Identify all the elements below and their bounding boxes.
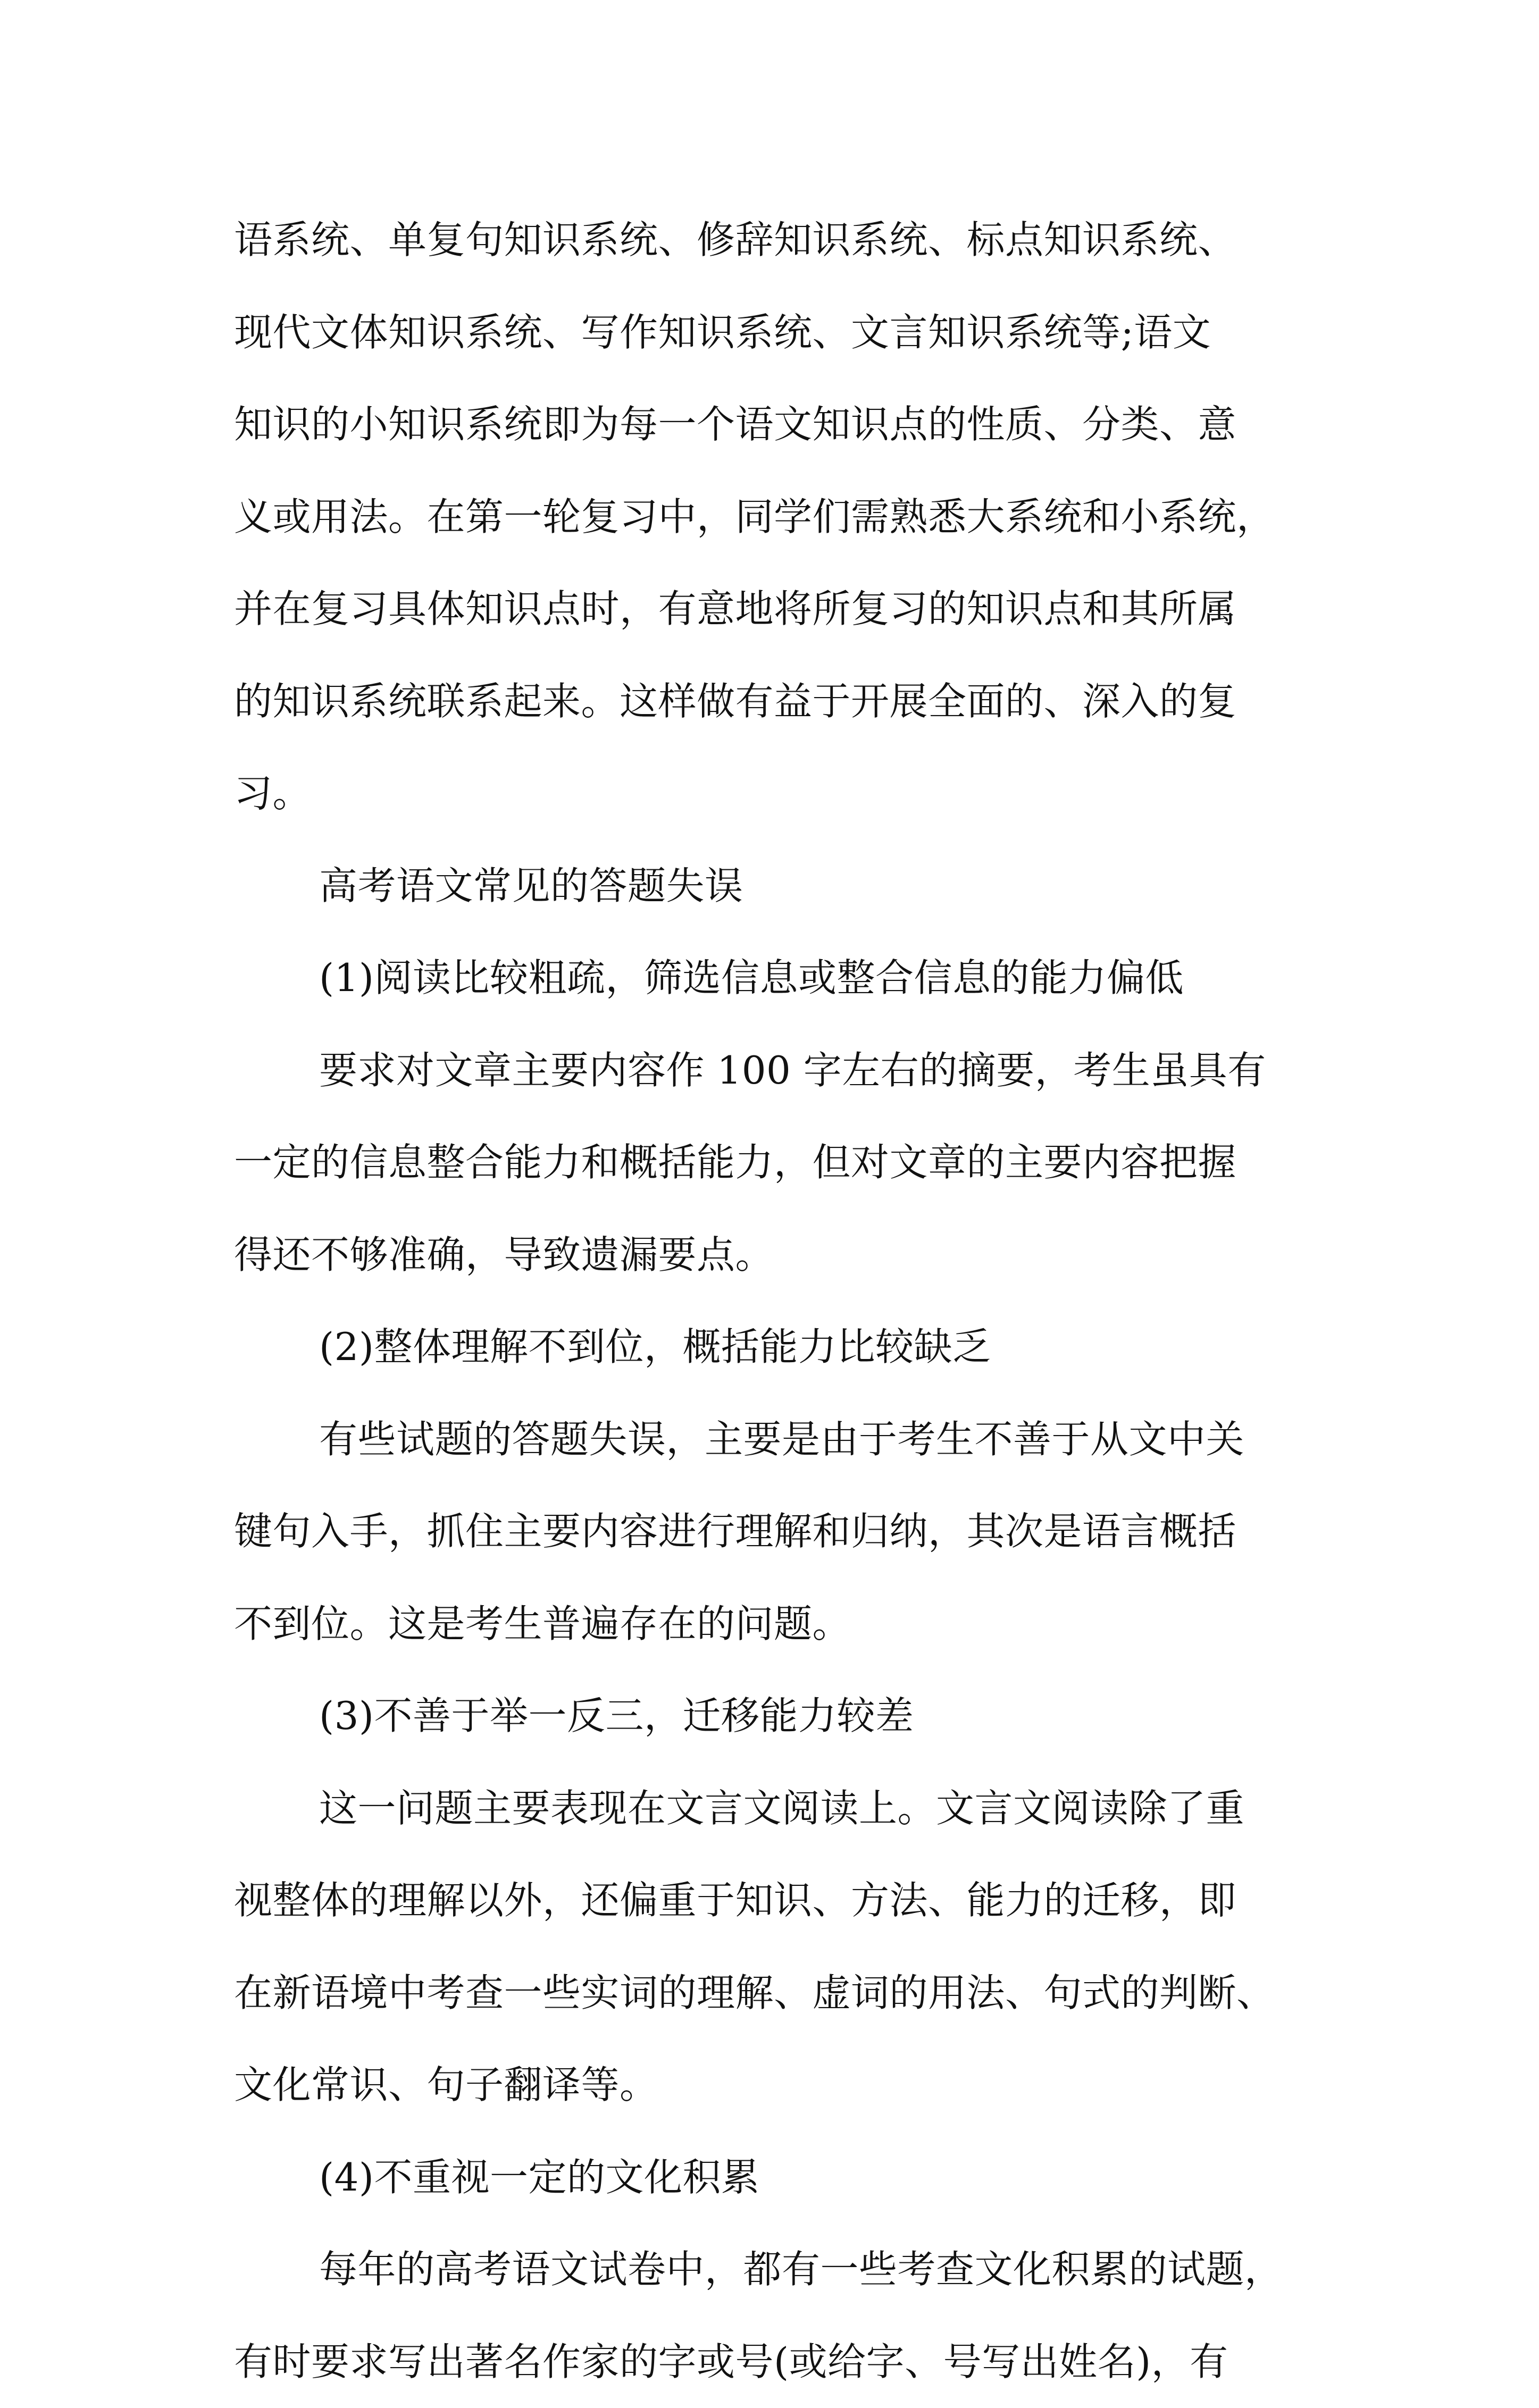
section-heading: 高考语文常见的答题失误 <box>234 840 1329 933</box>
text-line: 语系统、单复句知识系统、修辞知识系统、标点知识系统、 <box>234 194 1329 287</box>
text-line: 义或用法。在第一轮复习中，同学们需熟悉大系统和小系统， <box>234 471 1329 564</box>
text-line: 有些试题的答题失误，主要是由于考生不善于从文中关 <box>234 1394 1329 1486</box>
text-line: 一定的信息整合能力和概括能力，但对文章的主要内容把握 <box>234 1117 1329 1209</box>
text-line: 的知识系统联系起来。这样做有益于开展全面的、深入的复 <box>234 656 1329 748</box>
subheading-2: (2)整体理解不到位，概括能力比较缺乏 <box>234 1301 1329 1394</box>
text-line: 在新语境中考查一些实词的理解、虚词的用法、句式的判断、 <box>234 1947 1329 2040</box>
text-line: 键句入手，抓住主要内容进行理解和归纳，其次是语言概括 <box>234 1486 1329 1578</box>
text-line: 这一问题主要表现在文言文阅读上。文言文阅读除了重 <box>234 1763 1329 1855</box>
document-body <box>234 194 1329 2408</box>
text-line: 并在复习具体知识点时，有意地将所复习的知识点和其所属 <box>234 563 1329 656</box>
text-line: 每年的高考语文试卷中，都有一些考查文化积累的试题， <box>234 2224 1329 2316</box>
text-line: 视整体的理解以外，还偏重于知识、方法、能力的迁移，即 <box>234 1855 1329 1947</box>
text-line: 文化常识、句子翻译等。 <box>234 2039 1329 2132</box>
subheading-4: (4)不重视一定的文化积累 <box>234 2132 1329 2224</box>
text-line: 习。 <box>234 748 1329 840</box>
subheading-3: (3)不善于举一反三，迁移能力较差 <box>234 1670 1329 1763</box>
text-line: 知识的小知识系统即为每一个语文知识点的性质、分类、意 <box>234 379 1329 471</box>
text-line: 得还不够准确，导致遗漏要点。 <box>234 1209 1329 1302</box>
text-line: 有时要求写出著名作家的字或号(或给字、号写出姓名)，有 <box>234 2316 1329 2408</box>
text-line: 现代文体知识系统、写作知识系统、文言知识系统等;语文 <box>234 287 1329 379</box>
text-line: 要求对文章主要内容作 100 字左右的摘要，考生虽具有 <box>234 1025 1329 1117</box>
text-line: 不到位。这是考生普遍存在的问题。 <box>234 1578 1329 1671</box>
subheading-1: (1)阅读比较粗疏，筛选信息或整合信息的能力偏低 <box>234 932 1329 1025</box>
